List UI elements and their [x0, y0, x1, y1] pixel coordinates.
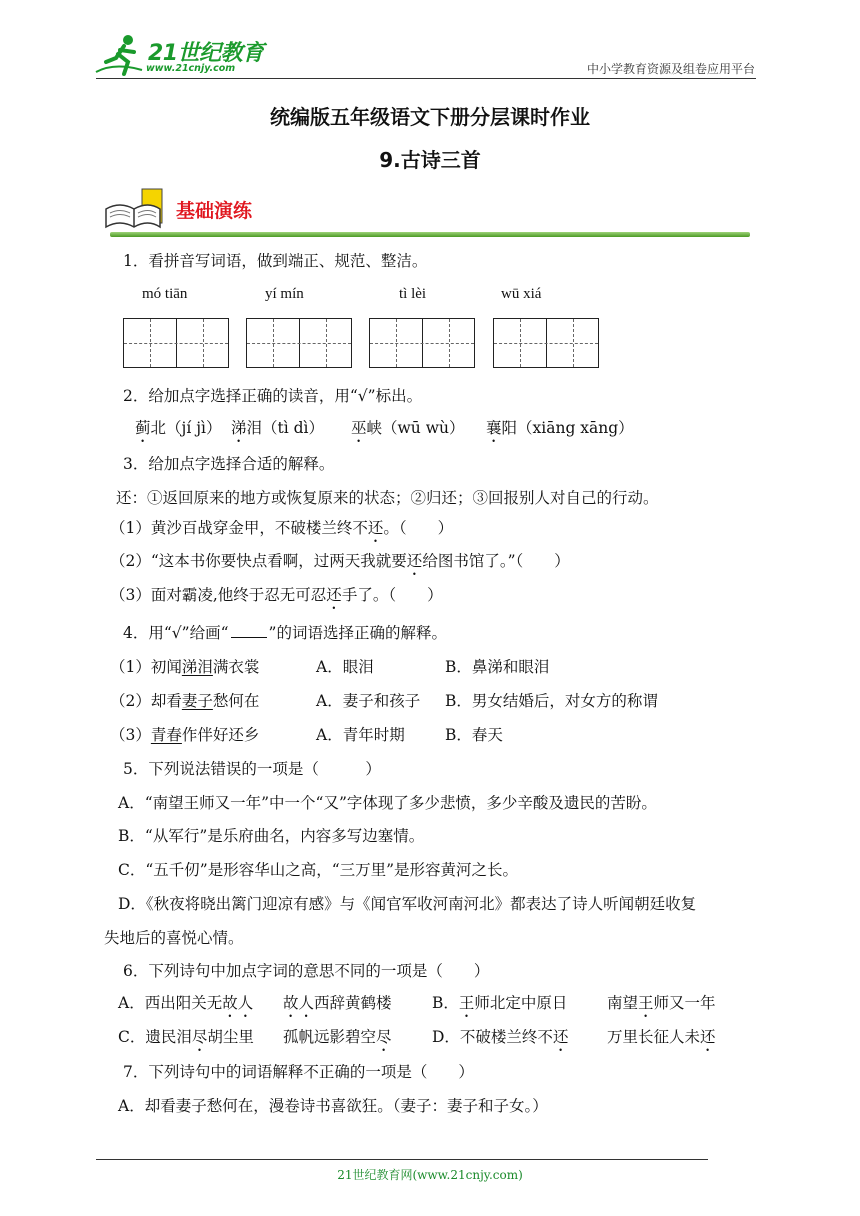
q5-option-d[interactable]: D．《秋夜将晓出篱门迎凉有感》与《闻官军收河南河北》都表达了诗人听闻朝廷收复: [118, 895, 697, 913]
q6-option-a[interactable]: A．西出阳关无故人: [118, 994, 254, 1012]
q5-option-a[interactable]: A．“南望王师又一年”中一个“又”字体现了多少悲愤，多少辛酸及遗民的苦盼。: [118, 794, 657, 812]
underline-blank: [231, 623, 267, 638]
q4-row-1-option-b[interactable]: B．鼻涕和眼泪: [445, 658, 550, 676]
writing-grid-2[interactable]: [246, 318, 352, 368]
pinyin-2: yí mín: [265, 286, 304, 302]
book-icon: [102, 187, 166, 231]
q6-option-d-2: 万里长征人未还: [607, 1028, 716, 1046]
q5-option-b[interactable]: B．“从军行”是乐府曲名，内容多写边塞情。: [118, 827, 425, 845]
q5-option-d-cont: 失地后的喜悦心情。: [104, 929, 244, 947]
q2-item-3: 巫峡（wū wù）: [351, 419, 465, 437]
q4-row-3: （3）青春作伴好还乡: [110, 726, 260, 744]
logo-url: www.21cnjy.com: [146, 63, 236, 74]
q6-option-c[interactable]: C．遗民泪尽胡尘里: [118, 1028, 254, 1046]
q6-option-c-2: 孤帆远影碧空尽: [283, 1028, 392, 1046]
question-3: 3．给加点字选择合适的解释。: [123, 455, 335, 473]
q3-sentence-3: （3）面对霸凌,他终于忍无可忍还手了。（ ）: [110, 586, 443, 604]
section-title: 基础演练: [176, 200, 253, 222]
pinyin-3: tì lèi: [399, 286, 427, 302]
question-1: 1．看拼音写词语，做到端正、规范、整洁。: [123, 252, 428, 270]
question-7: 7．下列诗句中的词语解释不正确的一项是（ ）: [123, 1063, 474, 1081]
q2-item-1: 蓟北（jí jì）: [135, 419, 222, 437]
header-slogan: 中小学教育资源及组卷应用平台: [586, 62, 755, 76]
header-divider: [96, 78, 756, 79]
footer-divider: [96, 1159, 708, 1160]
lesson-title: 9.古诗三首: [379, 148, 481, 172]
q2-item-4: 襄阳（xiāng xāng）: [486, 419, 634, 437]
q4-row-1-option-a[interactable]: A．眼泪: [316, 658, 374, 676]
footer-link[interactable]: 21世纪教育网(www.21cnjy.com): [337, 1168, 523, 1182]
site-logo: [94, 32, 264, 78]
q4-row-1: （1）初闻涕泪满衣裳: [110, 658, 260, 676]
question-6: 6．下列诗句中加点字词的意思不同的一项是（ ）: [123, 962, 490, 980]
q4-row-2-option-b[interactable]: B．男女结婚后，对女方的称谓: [445, 692, 658, 710]
writing-grid-1[interactable]: [123, 318, 229, 368]
q6-option-d[interactable]: D．不破楼兰终不还: [432, 1028, 569, 1046]
q4-row-3-option-a[interactable]: A．青年时期: [316, 726, 405, 744]
logo-brand: 21世纪教育: [148, 41, 264, 66]
q3-definitions: 还：①返回原来的地方或恢复原来的状态；②归还；③回报别人对自己的行动。: [116, 489, 659, 507]
question-4: 4．用“√”给画“ ”的词语选择正确的解释。: [123, 624, 447, 642]
q5-option-c[interactable]: C．“五千仞”是形容华山之高，“三万里”是形容黄河之长。: [118, 861, 519, 879]
page-title: 统编版五年级语文下册分层课时作业: [270, 105, 590, 129]
section-divider: [110, 232, 750, 237]
q6-option-b-2: 南望王师又一年: [607, 994, 716, 1012]
pinyin-1: mó tiān: [142, 286, 188, 302]
q4-row-3-option-b[interactable]: B．春天: [445, 726, 503, 744]
q3-sentence-1: （1）黄沙百战穿金甲，不破楼兰终不还。（ ）: [110, 519, 454, 537]
q4-row-2-option-a[interactable]: A．妻子和孩子: [316, 692, 421, 710]
writing-grid-4[interactable]: [493, 318, 599, 368]
q7-option-a[interactable]: A．却看妻子愁何在，漫卷诗书喜欲狂。（妻子：妻子和子女。）: [118, 1097, 548, 1115]
question-5: 5．下列说法错误的一项是（ ）: [123, 760, 381, 778]
runner-logo-icon: [94, 32, 146, 78]
q4-row-2: （2）却看妻子愁何在: [110, 692, 260, 710]
pinyin-4: wū xiá: [501, 286, 542, 302]
q2-item-2: 涕泪（tì dì）: [231, 419, 325, 437]
q6-option-a-2: 故人西辞黄鹤楼: [283, 994, 392, 1012]
writing-grid-3[interactable]: [369, 318, 475, 368]
question-2: 2．给加点字选择正确的读音，用“√”标出。: [123, 387, 423, 405]
q3-sentence-2: （2）“这本书你要快点看啊，过两天我就要还给图书馆了。”（ ）: [110, 552, 570, 570]
q6-option-b[interactable]: B．王师北定中原日: [432, 994, 568, 1012]
